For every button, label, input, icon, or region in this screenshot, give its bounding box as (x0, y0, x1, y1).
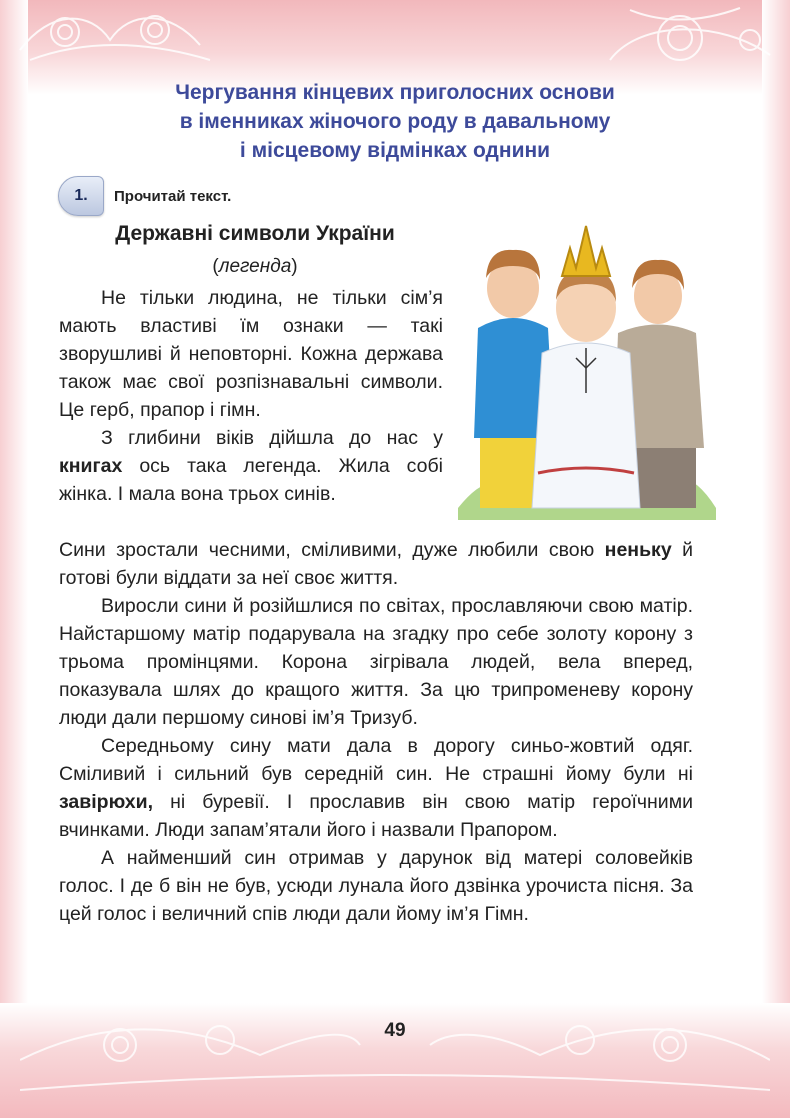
story-text-narrow (59, 284, 443, 508)
left-decorative-border (0, 0, 28, 1118)
task-instruction: Прочитай текст. (114, 187, 232, 205)
story-text-wide (59, 536, 693, 928)
task-number-badge: 1. (58, 176, 104, 216)
subtitle-genre: легенда (218, 256, 292, 277)
paragraph-1: Не тільки людина, не тільки сім’я мають властиві їм ознаки — такі зворушливі й неповторні. Кожна держава також має свої розпізнавальні символи. Це герб, прапор і гімн. (59, 287, 443, 421)
top-right-ornament (590, 0, 790, 80)
bold-word-books: книгах (59, 455, 123, 477)
paragraph-2-start: З глибини віків дійшла до нас у книгах ось така легенда. Жила собі жінка. І мала вона трьох синів. (59, 427, 443, 505)
title-line: Чергування кінцевих приголосних основи (175, 81, 615, 104)
three-sons-illustration (458, 208, 716, 520)
title-line: в іменниках жіночого роду в давальному (179, 110, 611, 133)
task-header (58, 176, 231, 216)
top-left-ornament (10, 0, 230, 70)
bottom-ornament (20, 1000, 770, 1118)
paragraph-4: Середньому сину мати дала в дорогу синьо-жовтий одяг. Сміливий і сильний був середній син. Не страшні йому були ні завірюхи, ні буревії. І прославив він свою матір героїчними вчинками. Люди запам’ятали його і назвали Прапором. (59, 735, 693, 841)
page-title (60, 78, 730, 165)
title-line: і місцевому відмінках однини (239, 139, 551, 162)
paragraph-3: Виросли сини й розійшлися по світах, прославляючи свою матір. Найстаршому матір подарувала на згадку про себе золоту корону з трьома промінцями. Корона зігрівала людей, вела вперед, показувала шлях до кращого життя. За цю трипроменеву корону люди дали першому синові ім’я Тризуб. (59, 595, 693, 729)
paragraph-5: А найменший син отримав у дарунок від матері соловейків голос. І де б він не був, усюди лунала його дзвінка урочиста пісня. За цей голос і величний спів люди дали йому ім’я Гімн. (59, 847, 693, 925)
page-number: 49 (384, 1020, 406, 1041)
right-decorative-border (762, 0, 790, 1118)
paragraph-2-continued: Сини зростали чесними, сміливими, дуже любили свою неньку й готові були віддати за неї своє життя. (59, 539, 693, 589)
story-title: Державні символи України (115, 222, 395, 245)
bold-word-mother: неньку (604, 539, 672, 561)
bold-word-blizzards: завірюхи, (59, 791, 154, 813)
story-subtitle: (легенда) (212, 256, 298, 277)
